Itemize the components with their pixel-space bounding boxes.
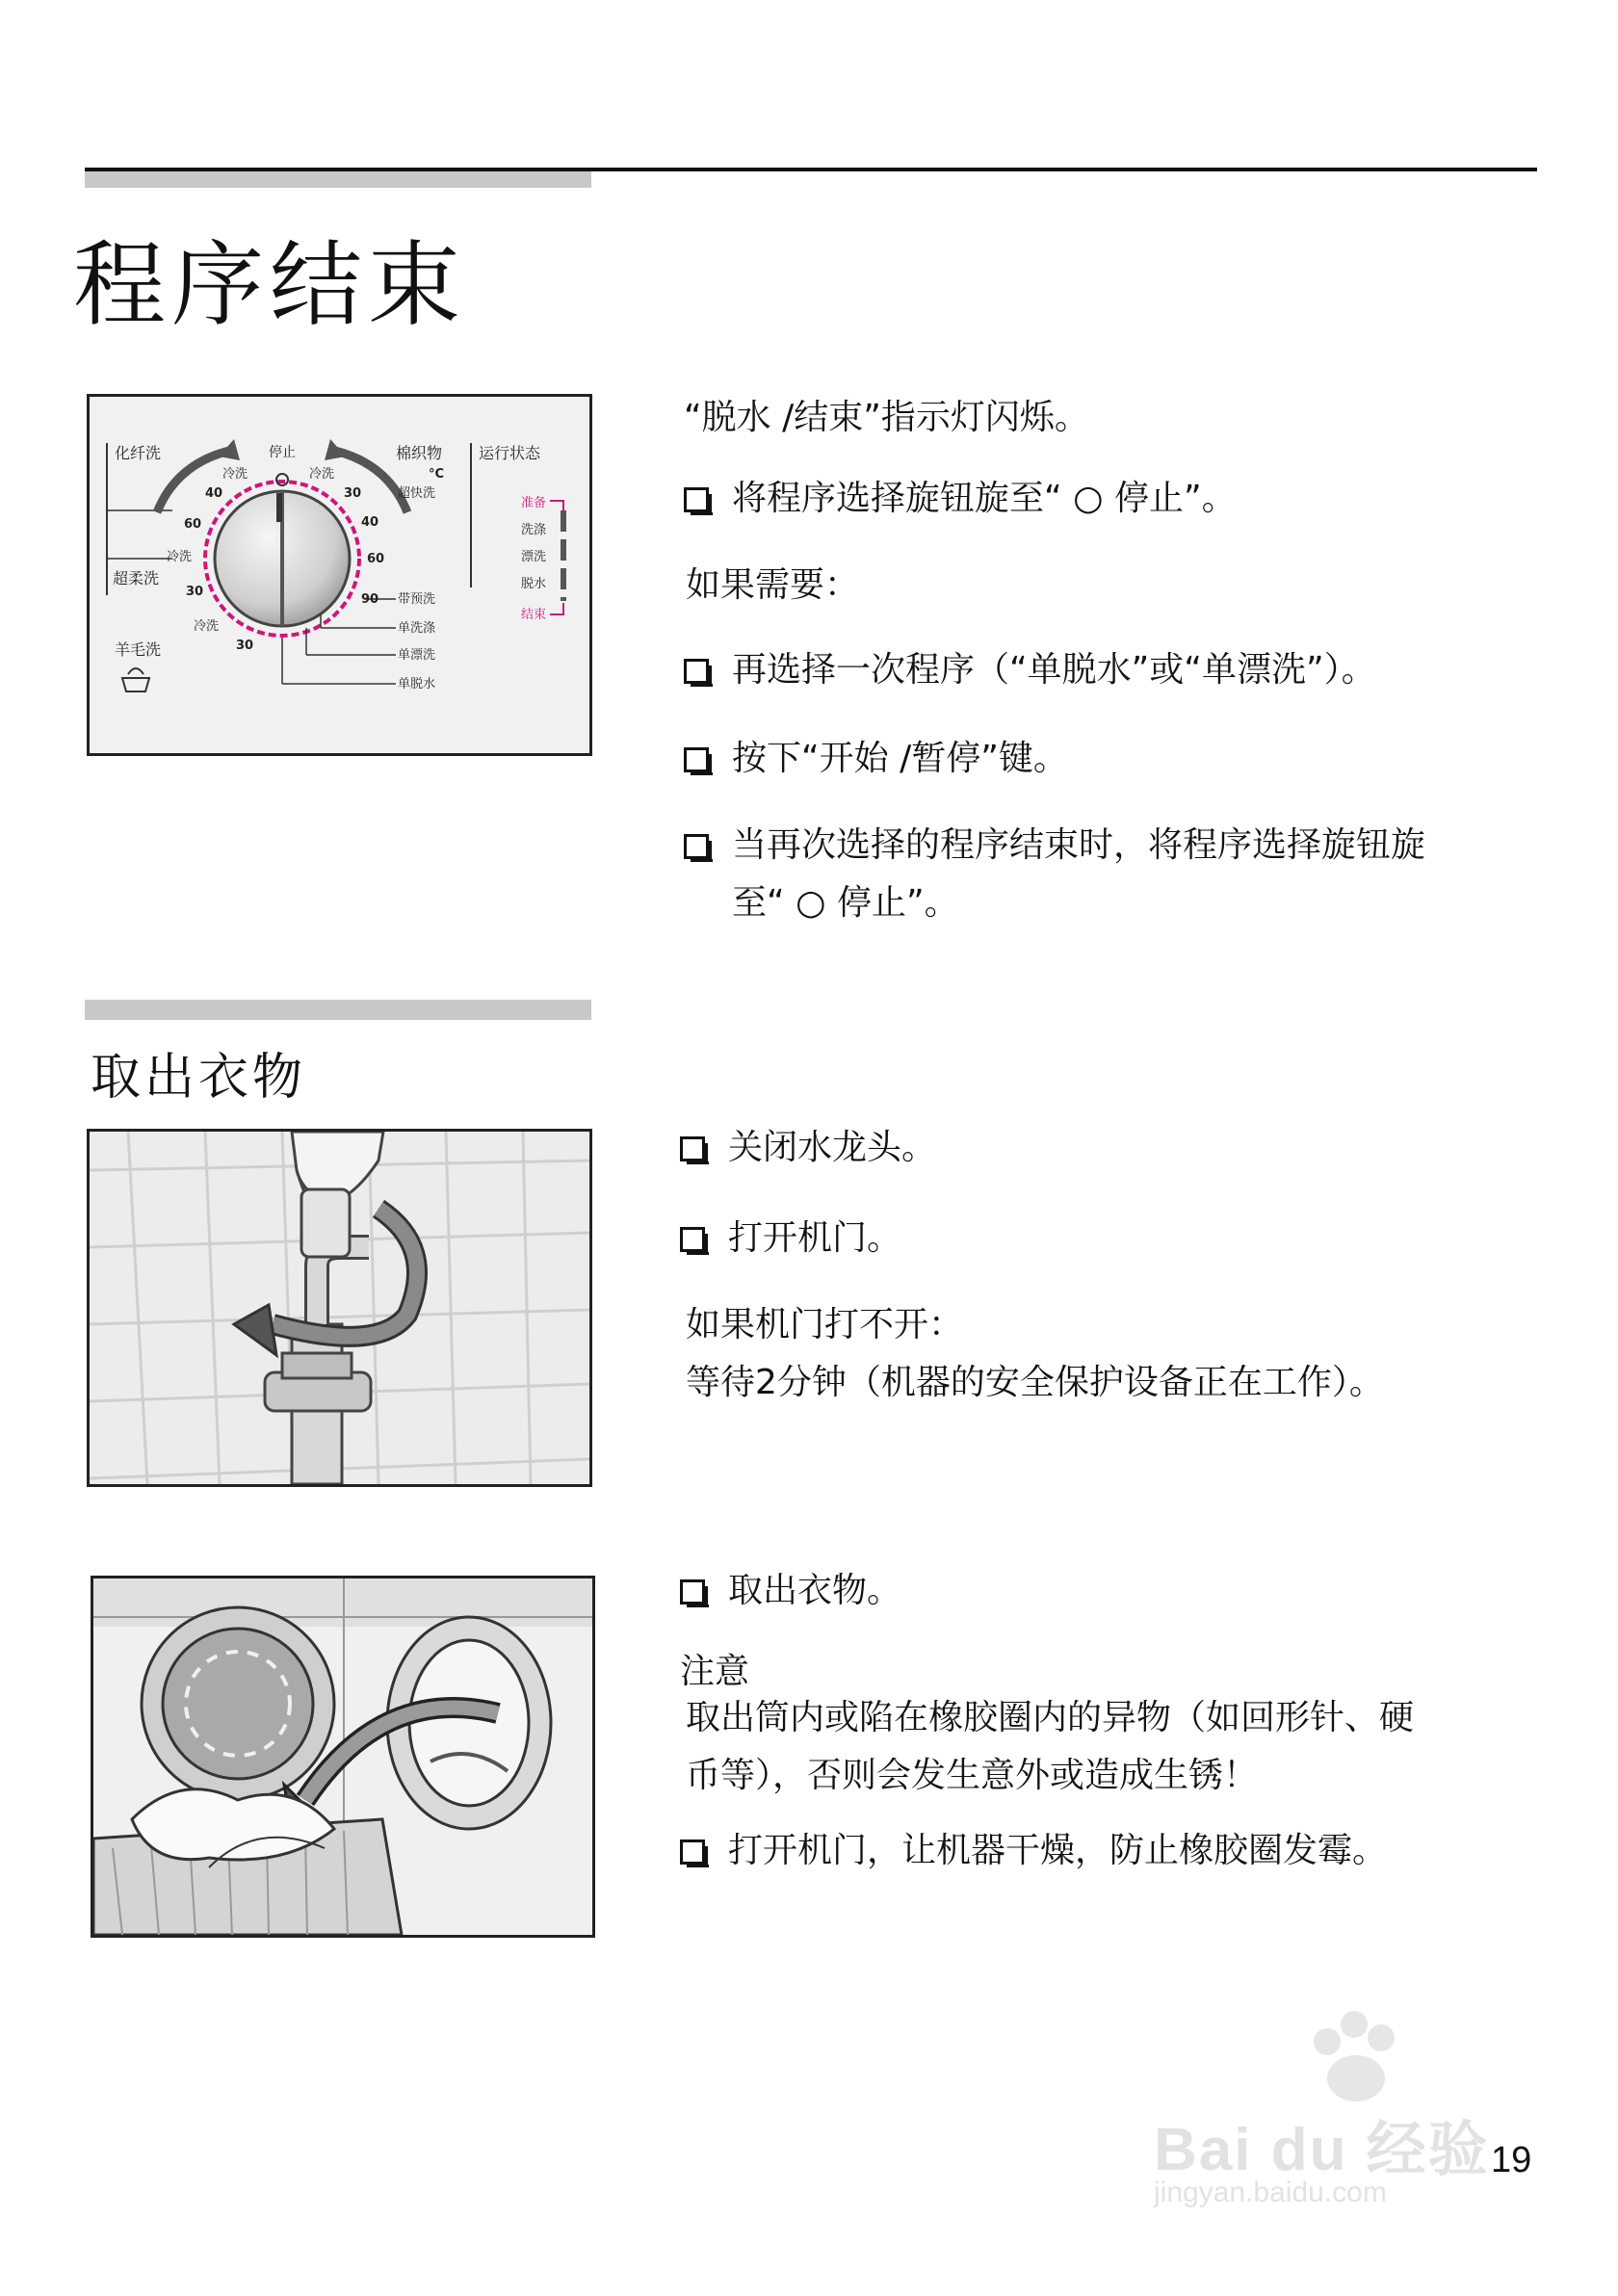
label-wool: 羊毛洗	[115, 640, 162, 659]
section2-step1-text: 关闭水龙头。	[728, 1128, 937, 1167]
section2-wait: 等待2分钟（机器的安全保护设备正在工作）。	[686, 1363, 1384, 1402]
label-synthetics: 化纤洗	[115, 444, 162, 462]
section2-step3	[680, 1568, 901, 1614]
status-end: 结束	[521, 608, 547, 622]
section1-intro: “脱水 /结束”指示灯闪烁。	[684, 398, 1089, 437]
section1-bar	[85, 171, 591, 188]
section2-step4	[680, 1828, 1387, 1874]
dial-illustration	[87, 394, 592, 756]
status-spin: 脱水	[521, 577, 547, 591]
page-number: 19	[1491, 2140, 1532, 2180]
prog-prewash: 带预洗	[398, 592, 436, 607]
temp-right-60: 60	[367, 552, 385, 566]
temp-right-90: 90	[361, 592, 379, 607]
watermark-brand: Bai du 经验	[1154, 2117, 1490, 2183]
section1-step4-line1: 当再次选择的程序结束时，将程序选择旋钮旋	[732, 825, 1426, 865]
section2-step3-text: 取出衣物。	[728, 1571, 902, 1610]
program-dial-svg	[90, 397, 589, 753]
prog-spin-only: 单脱水	[398, 677, 436, 691]
label-superfine: 超柔洗	[113, 569, 160, 587]
label-stop: 停止	[269, 445, 296, 460]
cold-wash-1: 冷洗	[222, 467, 248, 482]
section1-title: 程序结束	[73, 231, 466, 339]
section2-step2	[680, 1215, 901, 1262]
section1-step3	[684, 736, 1068, 782]
section2-note-title: 注意	[680, 1652, 750, 1691]
section2-step1	[680, 1125, 936, 1171]
faucet-svg	[90, 1132, 589, 1484]
section1-step3-text: 按下“开始 /暂停”键。	[732, 739, 1068, 778]
laundry-illustration	[91, 1576, 595, 1938]
cold-wash-4: 冷洗	[194, 619, 220, 634]
section2-bar	[85, 1000, 591, 1020]
section1-step2-text: 再选择一次程序（“单脱水”或“单漂洗”）。	[732, 650, 1376, 690]
temp-left-30a: 30	[186, 585, 204, 599]
prog-wash-only: 单洗涤	[398, 621, 436, 636]
checkbox-icon	[680, 1579, 705, 1605]
checkbox-icon	[684, 659, 709, 684]
label-cotton: 棉织物	[396, 444, 443, 462]
temp-right-30: 30	[344, 486, 362, 501]
section1-step2	[684, 647, 1376, 693]
section2-door-stuck: 如果机门打不开：	[686, 1305, 964, 1344]
status-wash: 洗涤	[521, 523, 547, 537]
section1-if-needed: 如果需要：	[686, 565, 860, 605]
checkbox-icon	[684, 487, 709, 512]
section1-step4	[684, 822, 1425, 926]
checkbox-icon	[680, 1839, 705, 1865]
cold-wash-3: 冷洗	[167, 550, 193, 564]
checkbox-icon	[684, 834, 709, 859]
paw-logo-icon	[1298, 2003, 1414, 2109]
prog-super-quick: 超快洗	[398, 486, 436, 501]
watermark-url: jingyan.baidu.com	[1154, 2177, 1387, 2208]
section1-step1	[684, 476, 1237, 522]
section1-step1-text: 将程序选择旋钮旋至“ ○ 停止”。	[732, 479, 1237, 518]
checkbox-icon	[680, 1136, 705, 1161]
checkbox-icon	[684, 747, 709, 772]
status-ready: 准备	[521, 496, 547, 510]
checkbox-icon	[680, 1227, 705, 1252]
section2-note-line2: 币等），否则会发生意外或造成生锈！	[686, 1756, 1259, 1795]
laundry-svg	[93, 1578, 592, 1935]
section1-step4-line2: 至“ ○ 停止”。	[732, 883, 959, 923]
temp-left-30b: 30	[236, 639, 254, 653]
section2-title: 取出衣物	[91, 1049, 307, 1107]
section2-step2-text: 打开机门。	[728, 1218, 902, 1258]
status-rinse: 漂洗	[521, 550, 547, 564]
temp-left-60: 60	[184, 517, 202, 532]
section2-note-line1: 取出筒内或陷在橡胶圈内的异物（如回形针、硬	[686, 1698, 1415, 1737]
label-status: 运行状态	[479, 444, 541, 462]
faucet-illustration	[87, 1129, 592, 1487]
section2-step4-text: 打开机门，让机器干燥，防止橡胶圈发霉。	[728, 1831, 1388, 1870]
label-unit: °C	[429, 467, 445, 482]
cold-wash-2: 冷洗	[309, 467, 335, 482]
temp-left-40: 40	[205, 486, 223, 501]
prog-rinse-only: 单漂洗	[398, 648, 436, 663]
temp-right-40: 40	[361, 515, 379, 530]
